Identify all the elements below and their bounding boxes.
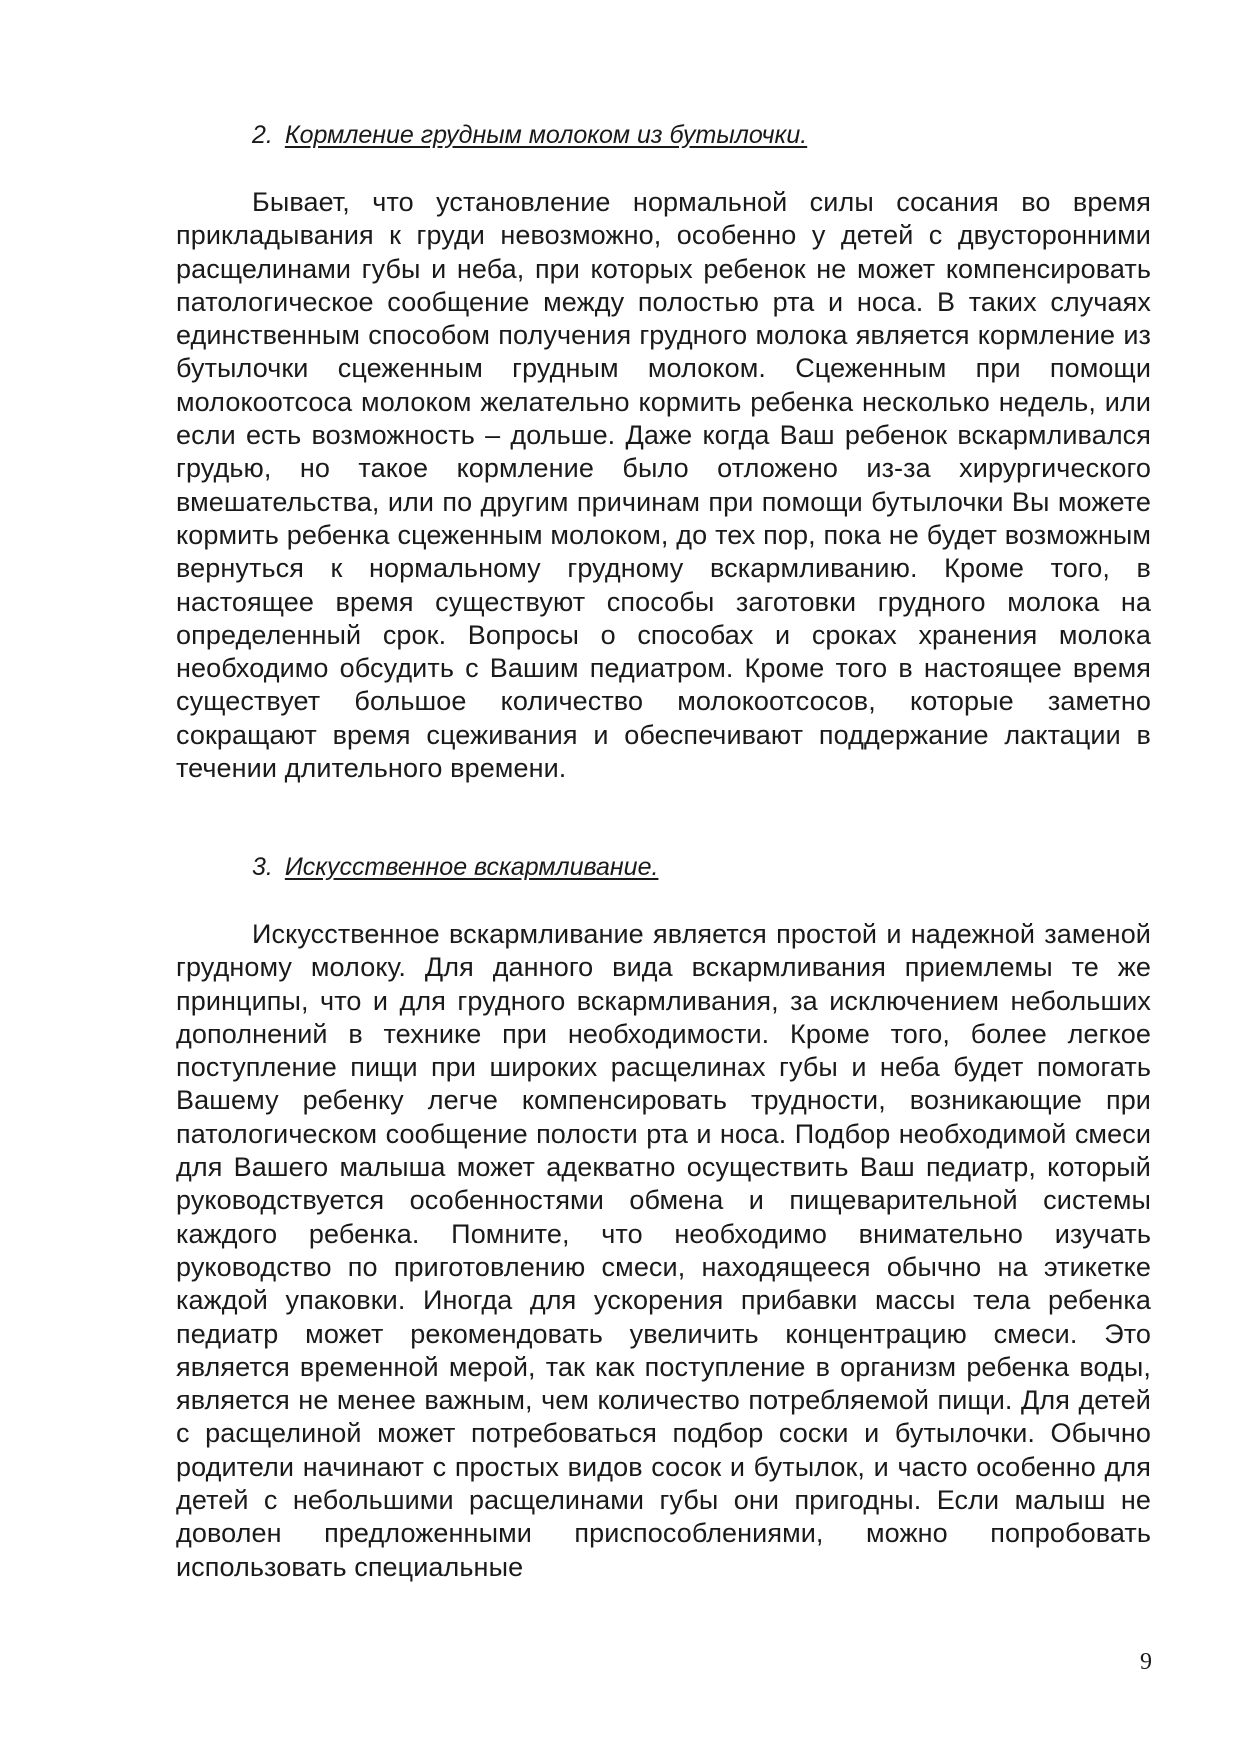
section-number: 2. <box>252 121 273 149</box>
section-paragraph-artificial-feeding: Искусственное вскармливание является простой и надежной заменой грудному молоку. Для данного вида вскармливания приемлемы те же принципы, что и для грудного вскармливания, за исключением небольших дополнений в технике при необходимости. Кроме того, более легкое поступление пищи при широких расщелинах губы и неба будет помогать Вашему ребенку легче компенсировать трудности, возникающие при патологическом сообщение полости рта и носа. Подбор необходимой смеси для Вашего малыша может адекватно осуществить Ваш педиатр, который руководствуется особенностями обмена и пищеварительной системы каждого ребенка. Помните, что необходимо внимательно изучать руководство по приготовлению смеси, находящееся обычно на этикетке каждой упаковки. Иногда для ускорения прибавки массы тела ребенка педиатр может рекомендовать увеличить концентрацию смеси. Это является временной мерой, так как поступление в организм ребенка воды, является не менее важным, чем количество потребляемой пищи. Для детей с расщелиной может потребоваться подбор соски и бутылочки. Обычно родители начинают с простых видов сосок и бутылок, и часто особенно для детей с небольшими расщелинами губы они пригодны. Если малыш не доволен предложенными приспособлениями, можно попробовать использовать специальные <box>176 919 1151 1582</box>
page-number: 9 <box>1140 1649 1152 1675</box>
section-heading-artificial-feeding <box>252 852 1152 882</box>
section-heading-breast-milk-bottle <box>252 120 1152 150</box>
section-paragraph-breast-milk-bottle: Бывает, что установление нормальной силы сосания во время прикладывания к груди невозможно, особенно у детей с двусторонними расщелинами губы и неба, при которых ребенок не может компенсировать патологическое сообщение между полостью рта и носа. В таких случаях единственным способом получения грудного молока является кормление из бутылочки сцеженным грудным молоком. Сцеженным при помощи молокоотсоса молоком желательно кормить ребенка несколько недель, или если есть возможность – дольше. Даже когда Ваш ребенок вскармливался грудью, но такое кормление было отложено из-за хирургического вмешательства, или по другим причинам при помощи бутылочки Вы можете кормить ребенка сцеженным молоком, до тех пор, пока не будет возможным вернуться к нормальному грудному вскармливанию. Кроме того, в настоящее время существуют способы заготовки грудного молока на определенный срок. Вопросы о способах и сроках хранения молока необходимо обсудить с Вашим педиатром. Кроме того в настоящее время существует большое количество молокоотсосов, которые заметно сокращают время сцеживания и обеспечивают поддержание лактации в течении длительного времени. <box>176 187 1151 784</box>
section-number: 3. <box>252 853 273 881</box>
section-title: Кормление грудным молоком из бутылочки. <box>284 121 808 149</box>
section-title: Искусственное вскармливание. <box>284 853 659 881</box>
